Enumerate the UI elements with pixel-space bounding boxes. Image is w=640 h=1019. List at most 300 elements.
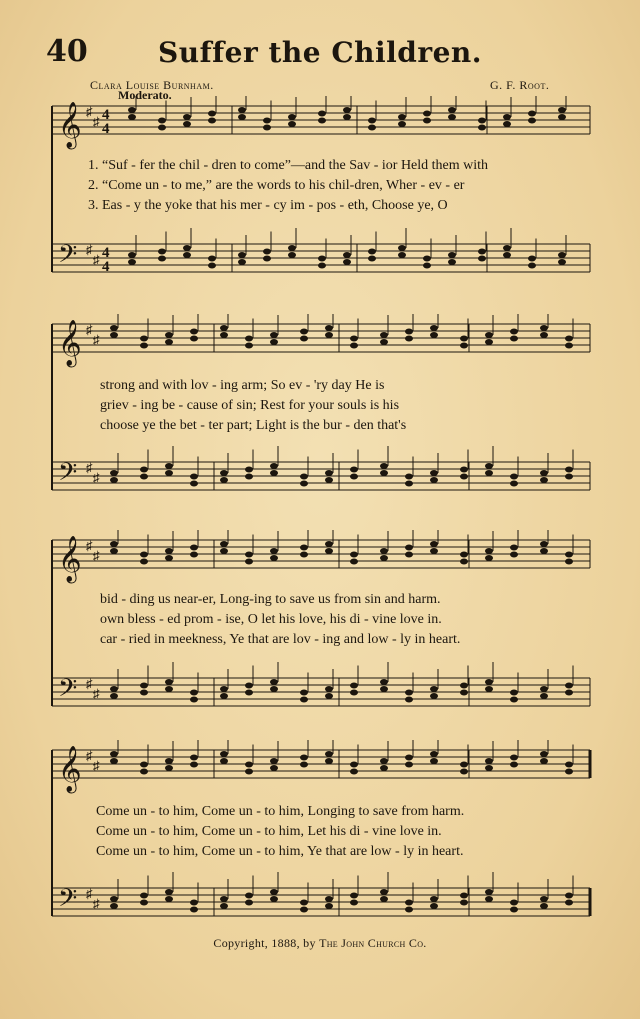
notehead <box>565 343 573 349</box>
notehead <box>128 107 136 113</box>
notehead <box>343 252 351 258</box>
sharp-icon: ♯ <box>93 548 100 563</box>
notehead <box>110 470 118 476</box>
notehead <box>430 325 438 331</box>
notehead <box>405 900 413 906</box>
verse-line-1: strong and with lov - ing arm; So ev - 'ry day He is <box>100 378 385 393</box>
notehead <box>510 336 518 342</box>
notehead <box>325 751 333 757</box>
notehead <box>158 249 166 255</box>
bass-clef-icon: 𝄢 <box>58 674 78 709</box>
notehead <box>380 332 388 338</box>
notehead <box>238 259 246 265</box>
notehead <box>318 256 326 262</box>
notehead <box>423 118 431 124</box>
verse-line-3: 3. Eas - y the yoke that his mer - cy im - pos - eth, Choose ye, O <box>88 198 448 213</box>
notehead <box>460 690 468 696</box>
notehead <box>270 470 278 476</box>
sharp-icon: ♯ <box>86 322 93 337</box>
notehead <box>190 907 198 913</box>
notehead <box>503 245 511 251</box>
notehead <box>485 548 493 554</box>
notehead <box>183 252 191 258</box>
verse-line-1: bid - ding us near-er, Long-ing to save us from sin and harm. <box>100 592 441 607</box>
notehead <box>380 896 388 902</box>
notehead <box>350 343 358 349</box>
notehead <box>245 690 253 696</box>
treble-clef-icon: 𝄞 <box>58 746 82 792</box>
notehead <box>460 336 468 342</box>
notehead <box>270 686 278 692</box>
treble-clef-icon: 𝄞 <box>58 536 82 582</box>
bass-clef-icon: 𝄢 <box>58 884 78 919</box>
notehead <box>183 121 191 127</box>
notehead <box>140 343 148 349</box>
notehead <box>300 755 308 761</box>
notehead <box>245 336 253 342</box>
notehead <box>540 548 548 554</box>
notehead <box>380 686 388 692</box>
notehead <box>183 245 191 251</box>
treble-staff <box>52 750 590 778</box>
notehead <box>558 252 566 258</box>
notehead <box>565 336 573 342</box>
notehead <box>110 751 118 757</box>
notehead <box>368 249 376 255</box>
notehead <box>460 467 468 473</box>
notehead <box>165 679 173 685</box>
treble-staff <box>52 540 590 568</box>
time-signature: 4 <box>102 107 110 123</box>
notehead <box>190 474 198 480</box>
notehead <box>300 697 308 703</box>
notehead <box>245 559 253 565</box>
notehead <box>270 332 278 338</box>
notehead <box>460 683 468 689</box>
notehead <box>380 339 388 345</box>
sharp-icon: ♯ <box>86 886 93 901</box>
notehead <box>540 758 548 764</box>
notehead <box>350 559 358 565</box>
notehead <box>540 686 548 692</box>
notehead <box>398 252 406 258</box>
notehead <box>510 690 518 696</box>
notehead <box>220 325 228 331</box>
verse-line-2: griev - ing be - cause of sin; Rest for your souls is his <box>100 398 400 413</box>
notehead <box>405 329 413 335</box>
notehead <box>220 548 228 554</box>
notehead <box>380 889 388 895</box>
notehead <box>165 686 173 692</box>
notehead <box>565 893 573 899</box>
sharp-icon: ♯ <box>86 460 93 475</box>
notehead <box>110 325 118 331</box>
notehead <box>300 762 308 768</box>
notehead <box>165 896 173 902</box>
notehead <box>300 900 308 906</box>
notehead <box>398 245 406 251</box>
notehead <box>220 693 228 699</box>
notehead <box>565 467 573 473</box>
sharp-icon: ♯ <box>86 748 93 763</box>
bass-clef-icon: 𝄢 <box>58 458 78 493</box>
notehead <box>565 683 573 689</box>
notehead <box>540 896 548 902</box>
notehead <box>558 107 566 113</box>
notehead <box>183 114 191 120</box>
verse-line-3: choose ye the bet - ter part; Light is the bur - den that's <box>100 418 407 433</box>
notehead <box>220 751 228 757</box>
notehead <box>128 252 136 258</box>
notehead <box>270 463 278 469</box>
notehead <box>190 762 198 768</box>
notehead <box>140 893 148 899</box>
notehead <box>485 765 493 771</box>
notehead <box>540 903 548 909</box>
notehead <box>565 690 573 696</box>
notehead <box>565 552 573 558</box>
notehead <box>208 263 216 269</box>
notehead <box>140 690 148 696</box>
notehead <box>485 339 493 345</box>
notehead <box>325 758 333 764</box>
notehead <box>380 765 388 771</box>
notehead <box>110 903 118 909</box>
notehead <box>510 474 518 480</box>
notehead <box>190 697 198 703</box>
notehead <box>165 765 173 771</box>
notehead <box>270 765 278 771</box>
notehead <box>165 758 173 764</box>
music-system-4 <box>0 740 640 930</box>
notehead <box>565 474 573 480</box>
verse-line-2: 2. “Come un - to me,” are the words to his chil-dren, Wher - ev - er <box>88 178 465 193</box>
sharp-icon: ♯ <box>93 332 100 347</box>
notehead <box>245 769 253 775</box>
notehead <box>325 470 333 476</box>
notehead <box>325 548 333 554</box>
verse-line-2: own bless - ed prom - ise, O let his love, his di - vine love in. <box>100 612 442 627</box>
notehead <box>158 256 166 262</box>
notehead <box>110 758 118 764</box>
sharp-icon: ♯ <box>93 252 100 267</box>
notehead <box>380 470 388 476</box>
verse-line-3: car - ried in meekness, Ye that are lov - ing and low - ly in heart. <box>100 632 461 647</box>
notehead <box>368 256 376 262</box>
notehead <box>140 762 148 768</box>
notehead <box>325 477 333 483</box>
notehead <box>430 758 438 764</box>
notehead <box>343 259 351 265</box>
notehead <box>380 548 388 554</box>
notehead <box>190 481 198 487</box>
time-signature: 4 <box>102 245 110 261</box>
notehead <box>238 107 246 113</box>
notehead <box>423 111 431 117</box>
notehead <box>245 900 253 906</box>
notehead <box>448 252 456 258</box>
notehead <box>448 114 456 120</box>
notehead <box>288 114 296 120</box>
notehead <box>398 121 406 127</box>
notehead <box>263 249 271 255</box>
notehead <box>540 470 548 476</box>
notehead <box>380 758 388 764</box>
notehead <box>350 552 358 558</box>
notehead <box>423 256 431 262</box>
lyricist-credit: Clara Louise Burnham. <box>90 78 214 92</box>
notehead <box>270 555 278 561</box>
notehead <box>503 121 511 127</box>
notehead <box>430 477 438 483</box>
publisher-name: The John Church Co. <box>319 936 427 950</box>
notehead <box>220 903 228 909</box>
notehead <box>343 114 351 120</box>
notehead <box>558 114 566 120</box>
notehead <box>405 474 413 480</box>
notehead <box>110 332 118 338</box>
notehead <box>165 339 173 345</box>
notehead <box>238 252 246 258</box>
notehead <box>263 256 271 262</box>
notehead <box>220 541 228 547</box>
notehead <box>300 545 308 551</box>
sharp-icon: ♯ <box>93 896 100 911</box>
notehead <box>485 463 493 469</box>
sharp-icon: ♯ <box>86 104 93 119</box>
notehead <box>510 545 518 551</box>
sharp-icon: ♯ <box>93 114 100 129</box>
notehead <box>540 693 548 699</box>
notehead <box>325 903 333 909</box>
notehead <box>165 548 173 554</box>
notehead <box>565 762 573 768</box>
notehead <box>460 552 468 558</box>
notehead <box>190 545 198 551</box>
notehead <box>460 769 468 775</box>
notehead <box>220 686 228 692</box>
notehead <box>245 343 253 349</box>
sharp-icon: ♯ <box>86 242 93 257</box>
notehead <box>405 336 413 342</box>
notehead <box>510 907 518 913</box>
notehead <box>485 679 493 685</box>
notehead <box>270 679 278 685</box>
notehead <box>460 343 468 349</box>
sharp-icon: ♯ <box>86 538 93 553</box>
notehead <box>245 474 253 480</box>
notehead <box>245 467 253 473</box>
notehead <box>540 325 548 331</box>
notehead <box>140 474 148 480</box>
notehead <box>208 256 216 262</box>
copyright-notice <box>0 936 640 951</box>
notehead <box>318 263 326 269</box>
notehead <box>158 125 166 131</box>
notehead <box>238 114 246 120</box>
notehead <box>540 751 548 757</box>
notehead <box>460 893 468 899</box>
notehead <box>528 111 536 117</box>
treble-clef-icon: 𝄞 <box>58 102 82 148</box>
notehead <box>528 256 536 262</box>
notehead <box>140 336 148 342</box>
notehead <box>460 474 468 480</box>
notehead <box>350 900 358 906</box>
notehead <box>405 755 413 761</box>
sharp-icon: ♯ <box>86 676 93 691</box>
notehead <box>350 893 358 899</box>
notehead <box>140 769 148 775</box>
notehead <box>288 245 296 251</box>
notehead <box>430 541 438 547</box>
notehead <box>325 896 333 902</box>
notehead <box>165 463 173 469</box>
notehead <box>300 690 308 696</box>
notehead <box>165 889 173 895</box>
notehead <box>528 118 536 124</box>
notehead <box>318 111 326 117</box>
notehead <box>350 769 358 775</box>
notehead <box>325 693 333 699</box>
notehead <box>190 900 198 906</box>
notehead <box>263 118 271 124</box>
notehead <box>430 693 438 699</box>
notehead <box>540 477 548 483</box>
notehead <box>165 470 173 476</box>
notehead <box>460 900 468 906</box>
notehead <box>485 332 493 338</box>
notehead <box>140 900 148 906</box>
notehead <box>245 683 253 689</box>
notehead <box>405 690 413 696</box>
notehead <box>245 893 253 899</box>
notehead <box>110 548 118 554</box>
notehead <box>485 470 493 476</box>
sharp-icon: ♯ <box>93 758 100 773</box>
notehead <box>430 896 438 902</box>
notehead <box>350 690 358 696</box>
notehead <box>300 329 308 335</box>
notehead <box>288 252 296 258</box>
notehead <box>208 118 216 124</box>
notehead <box>325 332 333 338</box>
notehead <box>510 762 518 768</box>
notehead <box>368 125 376 131</box>
notehead <box>140 552 148 558</box>
notehead <box>423 263 431 269</box>
notehead <box>510 755 518 761</box>
notehead <box>140 683 148 689</box>
notehead <box>190 755 198 761</box>
treble-staff <box>52 324 590 352</box>
notehead <box>220 758 228 764</box>
tempo-marking: Moderato. <box>118 88 172 102</box>
notehead <box>368 118 376 124</box>
notehead <box>110 541 118 547</box>
notehead <box>300 336 308 342</box>
notehead <box>270 548 278 554</box>
notehead <box>208 111 216 117</box>
notehead <box>350 336 358 342</box>
notehead <box>300 481 308 487</box>
notehead <box>325 541 333 547</box>
notehead <box>405 697 413 703</box>
notehead <box>165 555 173 561</box>
composer-credit: G. F. Root. <box>490 78 550 92</box>
notehead <box>478 256 486 262</box>
bass-staff <box>52 888 590 916</box>
notehead <box>110 693 118 699</box>
notehead <box>510 481 518 487</box>
notehead <box>110 896 118 902</box>
notehead <box>110 686 118 692</box>
notehead <box>380 463 388 469</box>
verse-line-3: Come un - to him, Come un - to him, Ye that are low - ly in heart. <box>96 844 464 859</box>
notehead <box>485 555 493 561</box>
notehead <box>565 559 573 565</box>
notehead <box>510 697 518 703</box>
notehead <box>430 686 438 692</box>
bass-staff <box>52 462 590 490</box>
notehead <box>448 107 456 113</box>
bass-staff <box>52 678 590 706</box>
notehead <box>485 889 493 895</box>
verse-line-1: 1. “Suf - fer the chil - dren to come”—and the Sav - ior Held them with <box>88 158 489 173</box>
notehead <box>485 896 493 902</box>
notehead <box>460 559 468 565</box>
notehead <box>220 470 228 476</box>
notehead <box>405 907 413 913</box>
notehead <box>300 552 308 558</box>
notehead <box>558 259 566 265</box>
notehead <box>405 481 413 487</box>
notehead <box>318 118 326 124</box>
notehead <box>510 329 518 335</box>
notehead <box>270 889 278 895</box>
notehead <box>245 552 253 558</box>
notehead <box>220 477 228 483</box>
notehead <box>190 329 198 335</box>
bass-clef-icon: 𝄢 <box>58 240 78 275</box>
notehead <box>528 263 536 269</box>
hymn-title: Suffer the Children. <box>157 36 482 69</box>
notehead <box>485 686 493 692</box>
notehead <box>380 555 388 561</box>
notehead <box>190 690 198 696</box>
music-system-1 <box>0 96 640 286</box>
notehead <box>140 559 148 565</box>
notehead <box>220 332 228 338</box>
notehead <box>343 107 351 113</box>
notehead <box>430 332 438 338</box>
notehead <box>270 339 278 345</box>
notehead <box>485 758 493 764</box>
notehead <box>263 125 271 131</box>
notehead <box>448 259 456 265</box>
notehead <box>158 118 166 124</box>
notehead <box>350 683 358 689</box>
notehead <box>460 762 468 768</box>
notehead <box>165 332 173 338</box>
notehead <box>503 114 511 120</box>
treble-clef-icon: 𝄞 <box>58 320 82 366</box>
notehead <box>380 679 388 685</box>
music-system-2 <box>0 314 640 504</box>
notehead <box>478 249 486 255</box>
notehead <box>510 900 518 906</box>
sharp-icon: ♯ <box>93 686 100 701</box>
